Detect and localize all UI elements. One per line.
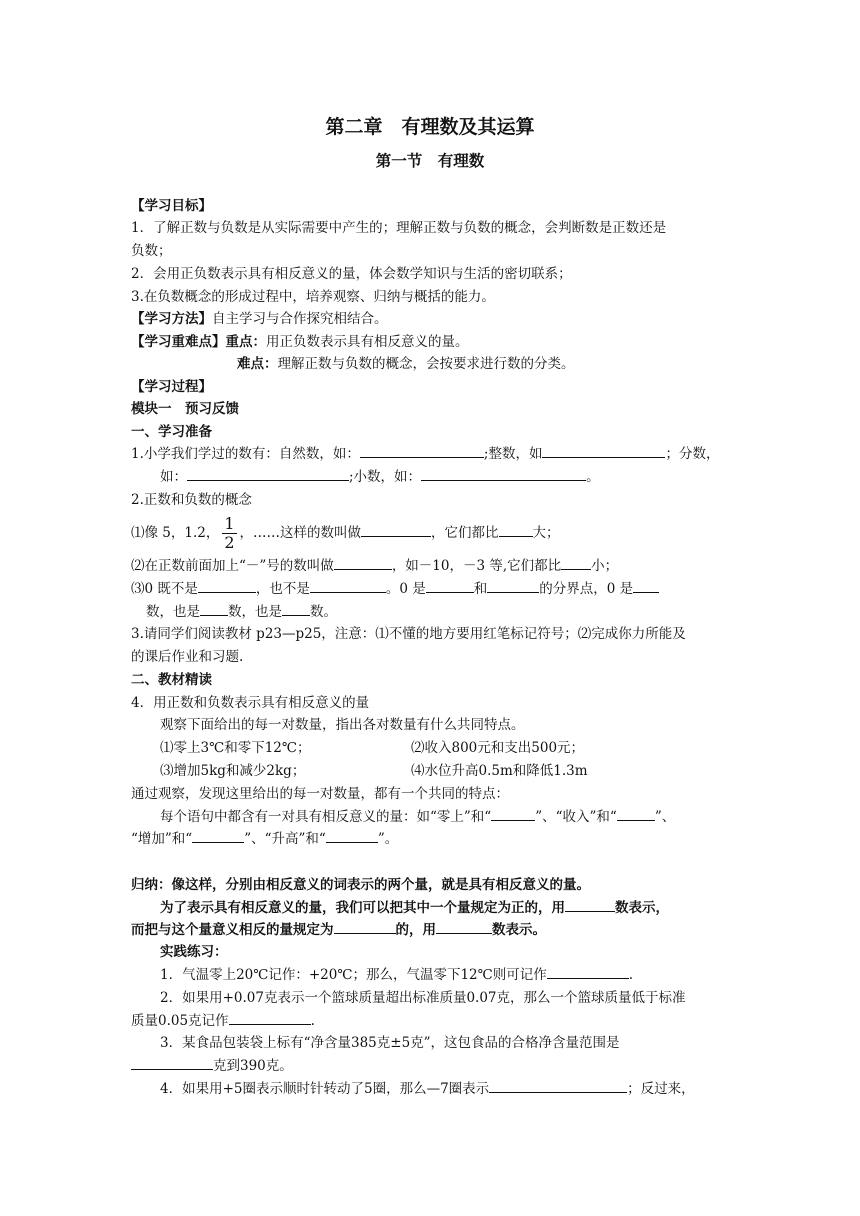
fraction-denominator: 2 xyxy=(224,533,235,552)
opposite-text-b: ”、“收入”和“ xyxy=(535,809,617,825)
exercise-2-cont xyxy=(131,1010,731,1032)
goal-item-2: 2．会用正负数表示具有相反意义的量，体会数学知识与生活的密切联系； xyxy=(131,266,572,282)
pair-2: ⑵收入800元和支出500元； xyxy=(411,740,585,756)
concept-3-text-g: 数，也是 xyxy=(228,604,282,620)
concept-1 xyxy=(131,512,731,554)
blank-boundary-1[interactable] xyxy=(426,578,474,593)
observation-result: 通过观察，发现这里给出的每一对数量，都有一个共同的特点： xyxy=(131,786,509,802)
representation-text-b: 数表示， xyxy=(615,900,669,916)
concept-2-text-a: ⑵在正数前面加上“－”号的数叫做 xyxy=(131,558,334,574)
concept-3-cont xyxy=(146,601,746,623)
section-2-heading: 二、教材精读 xyxy=(131,672,212,688)
representation-text-c: 而把与这个量意义相反的量规定为 xyxy=(131,922,334,938)
q1-text-b: ;整数，如 xyxy=(483,446,543,462)
exercise-2: 2．如果用+0.07克表示一个篮球质量超出标准质量0.07克，那么一个篮球质量低于标准 xyxy=(160,990,686,1006)
concept-3-text-d: 和 xyxy=(473,581,488,597)
pair-3: ⑶增加5kg和减少2kg； xyxy=(160,763,306,779)
goal-item-1: 1．了解正数与负数是从实际需要中产生的；理解正数与负数的概念，会判断数是正数还是 xyxy=(131,220,667,236)
blank-zero-type-1[interactable] xyxy=(633,578,659,593)
blank-decimals[interactable] xyxy=(421,466,586,481)
concept-3-text-e: 的分界点，0 是 xyxy=(539,581,634,597)
q1-text-c: ；分数， xyxy=(665,446,720,462)
opposite-text-f: ”。 xyxy=(377,831,399,847)
representation-text-d: 的，用 xyxy=(395,922,436,938)
difficulty-text: 理解正数与负数的概念，会按要求进行数的分类。 xyxy=(277,356,575,372)
question-3-cont: 的课后作业和习题. xyxy=(131,649,244,665)
blank-neither-1[interactable] xyxy=(198,578,256,593)
goal-item-3: 3.在负数概念的形成过程中，培养观察、归纳与概括的能力。 xyxy=(131,289,495,305)
concept-1-text-c: ，它们都比 xyxy=(431,525,499,541)
concept-2 xyxy=(131,555,731,577)
exercise-1-end: . xyxy=(628,967,634,983)
concept-2-text-c: 小； xyxy=(591,558,619,574)
blank-positive-number[interactable] xyxy=(565,897,615,912)
observe-instruction: 观察下面给出的每一对数量，指出各对数量有什么共同特点。 xyxy=(160,717,525,733)
opposite-text-e: ”、“升高”和“ xyxy=(244,831,326,847)
pair-1: ⑴零上3℃和零下12℃； xyxy=(160,740,311,756)
question-4: 4．用正数和负数表示具有相反意义的量 xyxy=(131,695,370,711)
concept-1-text-b: ，……这样的数叫做 xyxy=(239,525,362,541)
practice-heading: 实践练习： xyxy=(160,944,228,960)
exercise-1 xyxy=(160,964,760,986)
method-line xyxy=(131,308,731,330)
section-1-heading: 一、学习准备 xyxy=(131,424,212,440)
representation-1 xyxy=(160,897,760,919)
blank-negative-rule[interactable] xyxy=(334,919,396,934)
blank-below-zero[interactable] xyxy=(491,806,535,821)
concept-3-text-a: ⑶0 既不是 xyxy=(131,581,198,597)
opposite-text-a: 每个语句中都含有一对具有相反意义的量：如“零上”和“ xyxy=(160,809,492,825)
q1-text-a: 1.小学我们学过的数有：自然数，如： xyxy=(131,446,360,462)
blank-expense[interactable] xyxy=(617,806,655,821)
q1-text-e: ;小数，如： xyxy=(349,469,422,485)
question-2: 2.正数和负数的概念 xyxy=(131,492,252,508)
key-line xyxy=(131,331,731,353)
exercise-4 xyxy=(160,1078,760,1100)
representation-text-a: 为了表示具有相反意义的量，我们可以把其中一个量规定为正的，用 xyxy=(160,900,565,916)
concept-3-text-f: 数，也是 xyxy=(146,604,200,620)
opposite-text-d: “增加”和“ xyxy=(131,831,193,847)
blank-positive[interactable] xyxy=(361,522,431,537)
exercise-2-end: . xyxy=(310,1013,315,1029)
concept-2-text-b: ，如－10，－3 等,它们都比 xyxy=(391,558,562,574)
key-point-text: 用正负数表示具有相反意义的量。 xyxy=(266,334,469,350)
exercise-3: 3．某食品包装袋上标有“净含量385克±5克”，这包食品的合格净含量范围是 xyxy=(160,1035,620,1051)
key-heading: 【学习重难点】 xyxy=(131,334,226,350)
blank-integers[interactable] xyxy=(542,443,665,458)
blank-exercise-1[interactable] xyxy=(547,964,629,979)
representation-text-e: 数表示。 xyxy=(492,922,546,938)
blank-decrease[interactable] xyxy=(192,828,244,843)
fraction-numerator: 1 xyxy=(224,514,235,533)
key-point-label: 重点： xyxy=(225,334,266,350)
blank-boundary-2[interactable] xyxy=(487,578,539,593)
blank-negative-number[interactable] xyxy=(436,919,492,934)
question-1-cont xyxy=(160,466,760,488)
concept-1-text-a: ⑴像 5，1.2， xyxy=(131,525,220,541)
method-label: 【学习方法】 xyxy=(131,311,212,327)
question-1 xyxy=(131,443,731,465)
blank-exercise-4[interactable] xyxy=(489,1078,627,1093)
blank-neither-2[interactable] xyxy=(310,578,386,593)
blank-compare-small[interactable] xyxy=(561,555,591,570)
concept-3-text-b: ，也不是 xyxy=(255,581,310,597)
q1-text-d: 如： xyxy=(160,469,187,485)
process-heading: 【学习过程】 xyxy=(131,379,212,395)
exercise-4-end: ；反过来， xyxy=(627,1081,695,1097)
module-1-heading: 模块一 预习反馈 xyxy=(131,401,239,417)
concept-1-text-d: 大； xyxy=(532,525,560,541)
exercise-2-text: 质量0.05克记作 xyxy=(131,1013,229,1029)
fraction-one-half xyxy=(222,515,236,552)
blank-exercise-3[interactable] xyxy=(131,1055,213,1070)
concept-3 xyxy=(131,578,731,600)
blank-fractions[interactable] xyxy=(187,466,349,481)
opposite-pairs xyxy=(160,806,760,828)
difficulty-line xyxy=(237,353,837,375)
exercise-3-cont xyxy=(131,1055,731,1077)
exercise-3-text: 克到390克。 xyxy=(213,1058,293,1074)
representation-2 xyxy=(131,919,731,941)
exercise-4-text: 4．如果用+5圈表示顺时针转动了5圈，那么—7圈表示 xyxy=(160,1081,490,1097)
concept-3-text-c: 。0 是 xyxy=(385,581,426,597)
blank-exercise-2[interactable] xyxy=(229,1010,311,1025)
blank-natural-numbers[interactable] xyxy=(360,443,484,458)
chapter-title: 第二章 有理数及其运算 xyxy=(325,116,535,138)
blank-zero-type-2[interactable] xyxy=(200,601,228,616)
goals-heading: 【学习目标】 xyxy=(131,198,212,214)
blank-lower[interactable] xyxy=(326,828,378,843)
concept-3-text-h: 数。 xyxy=(310,604,337,620)
blank-compare-big[interactable] xyxy=(499,522,533,537)
method-text: 自主学习与合作探究相结合。 xyxy=(212,311,388,327)
difficulty-label: 难点： xyxy=(237,356,278,372)
goal-item-1-cont: 负数； xyxy=(131,243,172,259)
section-title: 第一节 有理数 xyxy=(375,151,485,170)
exercise-1-text: 1．气温零上20℃记作：+20℃；那么，气温零下12℃则可记作 xyxy=(160,967,547,983)
opposite-text-c: ”、 xyxy=(654,809,676,825)
blank-zero-type-3[interactable] xyxy=(282,601,310,616)
blank-negative[interactable] xyxy=(334,555,392,570)
pair-4: ⑷水位升高0.5m和降低1.3m xyxy=(411,763,588,779)
opposite-pairs-cont xyxy=(131,828,731,850)
q1-text-f: 。 xyxy=(586,469,600,485)
summary: 归纳：像这样，分别由相反意义的词表示的两个量，就是具有相反意义的量。 xyxy=(131,877,590,893)
question-3: 3.请同学们阅读教材 p23—p25，注意：⑴不懂的地方要用红笔标记符号；⑵完成你力所能及 xyxy=(131,626,686,642)
